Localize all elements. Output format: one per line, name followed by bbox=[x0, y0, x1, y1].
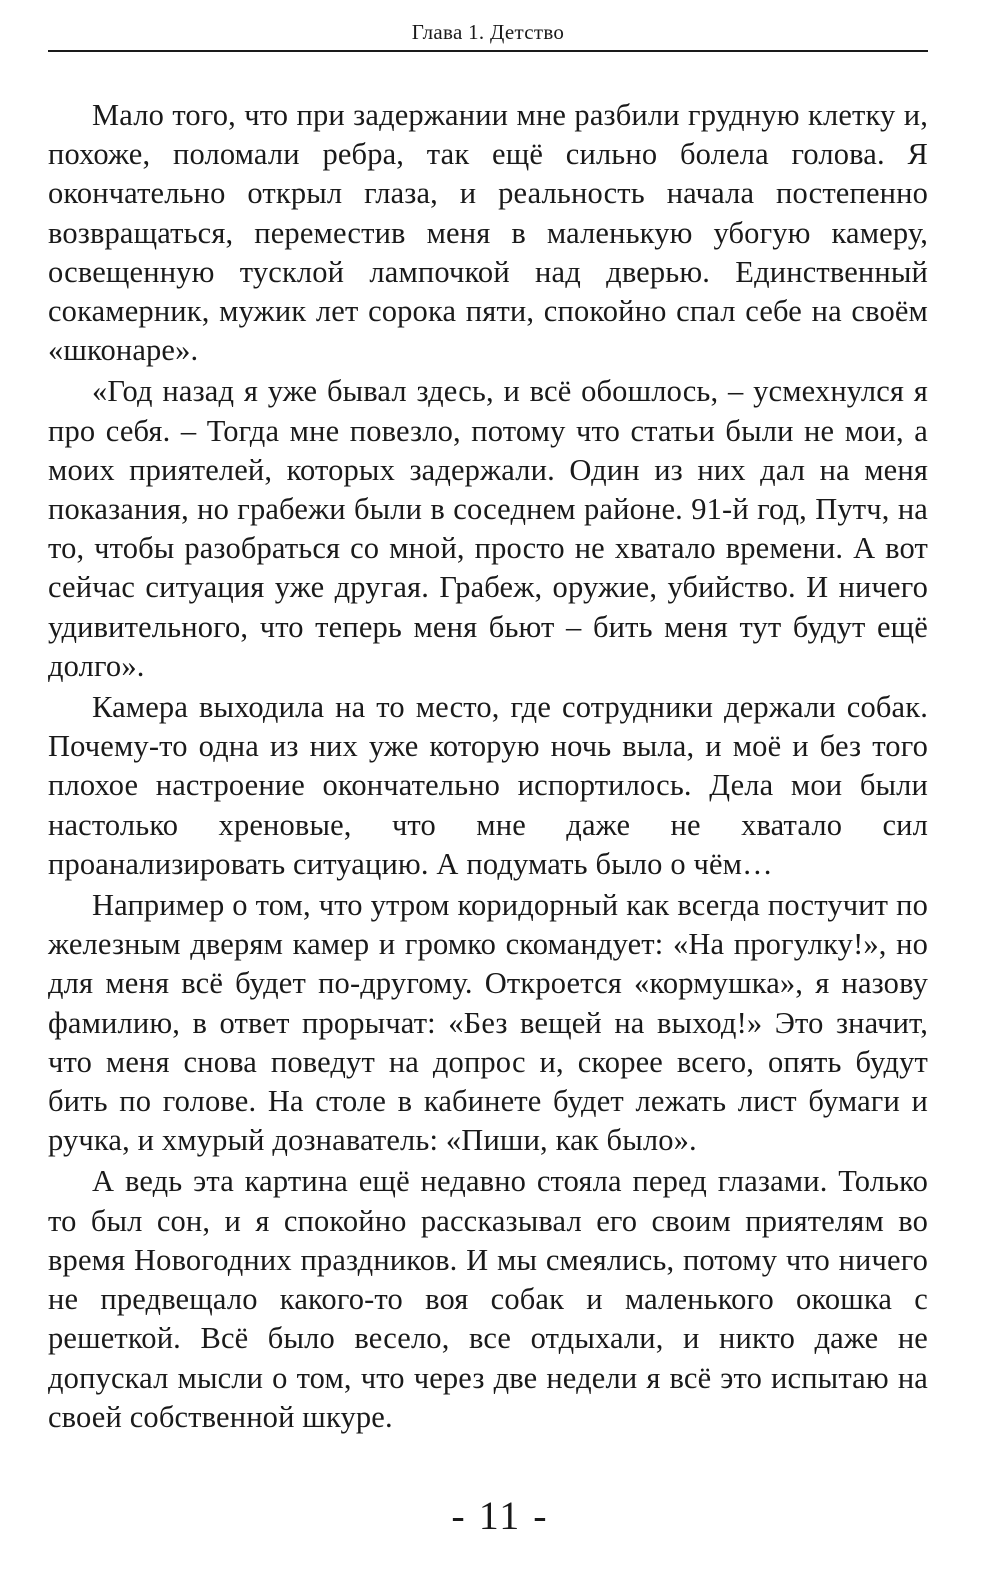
paragraph-2: «Год назад я уже бывал здесь, и всё обошлось, – усмехнулся я про себя. – Тогда мне повезло, потому что статьи были не мои, а моих приятелей, которых задержали. Один из них дал на меня показания, но грабежи были в соседнем районе. 91-й год, Путч, на то, чтобы разобраться со мной, просто не хватало времени. А вот сейчас ситуация уже другая. Грабеж, оружие, убийство. И ничего удивительного, что теперь меня бьют – бить меня тут будут ещё долго». bbox=[48, 374, 928, 683]
paragraph-3: Камера выходила на то место, где сотрудники держали собак. Почему-то одна из них уже которую ночь выла, и моё и без того плохое настроение окончательно испортилось. Дела мои были настолько хреновые, что мне даже не хватало сил проанализировать ситуацию. А подумать было о чём… bbox=[48, 690, 928, 881]
page-number: - 11 - bbox=[451, 1493, 549, 1538]
paragraph-5: А ведь эта картина ещё недавно стояла перед глазами. Только то был сон, и я спокойно рассказывал его своим приятелям во время Новогодних праздников. И мы смеялись, потому что ничего не предвещало какого-то воя собак и маленького окошка с решеткой. Всё было весело, все отдыхали, и никто даже не допускал мысли о том, что через две недели я всё это испытаю на своей собственной шкуре. bbox=[48, 1164, 928, 1434]
running-header: Глава 1. Детство bbox=[411, 20, 565, 44]
header-rule bbox=[48, 50, 928, 52]
paragraph-4: Например о том, что утром коридорный как всегда постучит по железным дверям камер и громко скомандует: «На прогулку!», но для меня всё будет по-другому. Откроется «кормушка», я назову фамилию, в ответ прорычат: «Без вещей на выход!» Это значит, что меня снова поведут на допрос и, скорее всего, опять будут бить по голове. На столе в кабинете будет лежать лист бумаги и ручка, и хмурый дознаватель: «Пиши, как было». bbox=[48, 888, 928, 1158]
paragraph-1: Мало того, что при задержании мне разбили грудную клетку и, похоже, поломали ребра, так ещё сильно болела голова. Я окончательно открыл глаза, и реальность начала постепенно возвращаться, переместив меня в маленькую убогую камеру, освещенную тусклой лампочкой над дверью. Единственный сокамерник, мужик лет сорока пяти, спокойно спал себе на своём «шконаре». bbox=[48, 98, 928, 368]
body-text bbox=[48, 96, 928, 1437]
